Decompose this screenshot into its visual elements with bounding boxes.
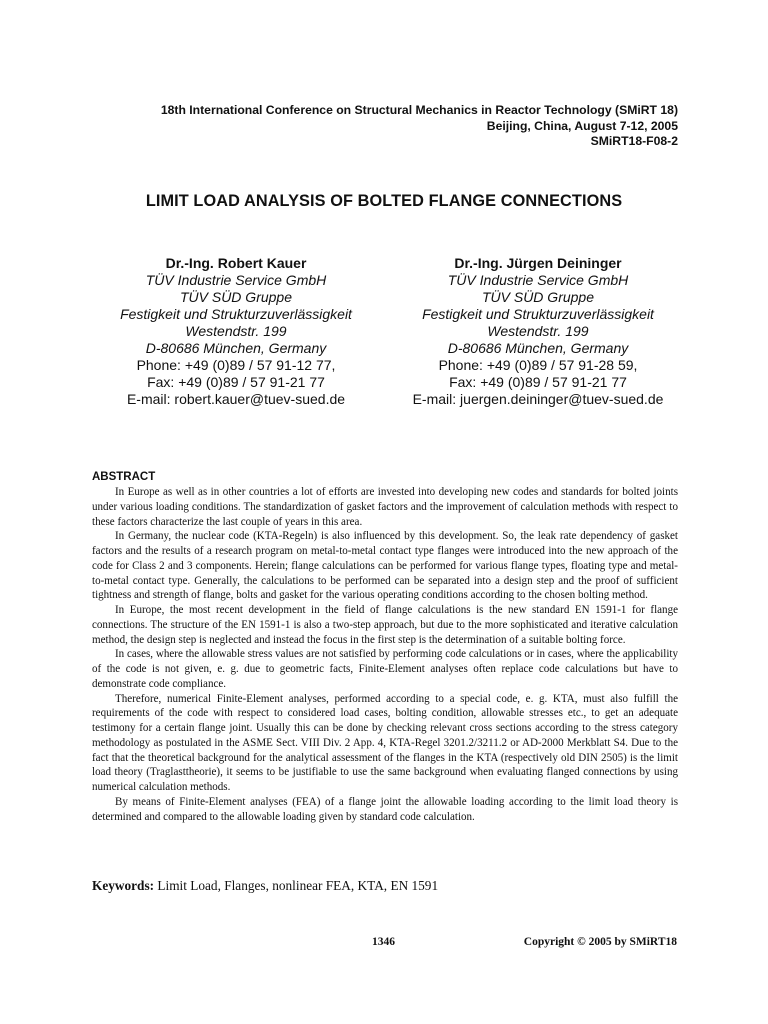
author-affiliation: TÜV Industrie Service GmbH — [447, 272, 629, 288]
conference-header — [78, 103, 678, 150]
author-email: E-mail: juergen.deininger@tuev-sued.de — [412, 391, 664, 407]
author-phone: Phone: +49 (0)89 / 57 91-12 77, — [136, 357, 336, 373]
copyright-notice: Copyright © 2005 by SMiRT18 — [523, 936, 677, 948]
author-street: Westendstr. 199 — [487, 323, 589, 339]
author-fax: Fax: +49 (0)89 / 57 91-21 77 — [449, 374, 627, 390]
abstract-paragraph: In Germany, the nuclear code (KTA-Regeln) is also influenced by this development. So, the leak rate dependency of gasket factors and the results of a research program on metal-to-metal contact type flanges were introduced into the new approach of the code for Class 2 and 3 components. Herein; flange calculations can be performed for various flange types, floating type and metal-to-metal contact type. Generally, the calculations to be performed can be separated into a design step and the proof of sufficient tightness and strength of flange, bolts and gasket for the various operating conditions according to the chosen bolting method. — [92, 530, 678, 602]
abstract-paragraph: By means of Finite-Element analyses (FEA) of a flange joint the allowable loading according to the limit load theory is determined and compared to the allowable loading given by standard code calculation. — [92, 795, 678, 823]
author-fax: Fax: +49 (0)89 / 57 91-21 77 — [147, 374, 325, 390]
author-name: Dr.-Ing. Jürgen Deininger — [454, 255, 622, 271]
abstract-paragraph: In Europe, the most recent development in the field of flange calculations is the new standard EN 1591-1 for flange connections. The structure of the EN 1591-1 is also a two-step approach, but due to the more sophisticated and iterative calculation method, the design step is neglected and instead the focus in the first step is the determination of a suitable bolting force. — [92, 604, 678, 646]
author-block-2 — [373, 255, 703, 408]
keywords-label: Keywords: — [92, 878, 155, 893]
abstract-paragraph: In cases, where the allowable stress values are not satisfied by performing code calculations or in cases, where the applicability of the code is not given, e. g. due to geometric facts, Finite-Element analyses often replace code calculations but have to demonstrate code compliance. — [92, 648, 678, 690]
abstract-paragraph: In Europe as well as in other countries a lot of efforts are invested into developing new codes and standards for bolted joints under various loading conditions. The standardization of gasket factors and the improvement of calculation methods with respect to these factors characterize the last couple of years in this area. — [92, 486, 678, 528]
author-city: D-80686 München, Germany — [447, 340, 629, 356]
paper-title: LIMIT LOAD ANALYSIS OF BOLTED FLANGE CONNECTIONS — [145, 192, 623, 210]
author-name: Dr.-Ing. Robert Kauer — [165, 255, 307, 271]
author-phone: Phone: +49 (0)89 / 57 91-28 59, — [438, 357, 638, 373]
author-block-1 — [71, 255, 401, 408]
author-street: Westendstr. 199 — [185, 323, 287, 339]
abstract-heading: ABSTRACT — [92, 471, 156, 483]
author-department: Festigkeit und Strukturzuverlässigkeit — [120, 306, 352, 322]
abstract-paragraph: Therefore, numerical Finite-Element analyses, performed according to a special code, e. g. KTA, must also fulfill the requirements of the code with respect to considered load cases, bolting condition, allowable stresses etc., to get an adequate testimony for a certain flange joint. Usually this can be done by checking relevant cross sections according to the stress category methodology as postulated in the ASME Sect. VIII Div. 2 App. 4, KTA-Regel 3201.2/3211.2 or AD-2000 Merkblatt S4. Due to the fact that the theoretical background for the analytical assessment of the flanges in the KTA (respectively old DIN 2505) is the limit load theory (Traglasttheorie), it seems to be justifiable to use the same background when evaluating flanged connections by using numerical calculation methods. — [92, 692, 678, 793]
paper-id: SMiRT18-F08-2 — [590, 134, 678, 148]
author-department: Festigkeit und Strukturzuverlässigkeit — [422, 306, 654, 322]
keywords-line — [92, 878, 438, 894]
author-city: D-80686 München, Germany — [145, 340, 327, 356]
author-affiliation: TÜV Industrie Service GmbH — [145, 272, 327, 288]
author-email: E-mail: robert.kauer@tuev-sued.de — [126, 391, 346, 407]
author-affiliation-group: TÜV SÜD Gruppe — [481, 289, 595, 305]
author-affiliation-group: TÜV SÜD Gruppe — [179, 289, 293, 305]
conference-name: 18th International Conference on Structural Mechanics in Reactor Technology (SMiRT 18) — [160, 103, 678, 117]
keywords-text: Limit Load, Flanges, nonlinear FEA, KTA, EN 1591 — [157, 878, 439, 893]
conference-location-date: Beijing, China, August 7-12, 2005 — [486, 118, 678, 133]
abstract-body — [92, 485, 678, 824]
page-number: 1346 — [372, 936, 395, 948]
